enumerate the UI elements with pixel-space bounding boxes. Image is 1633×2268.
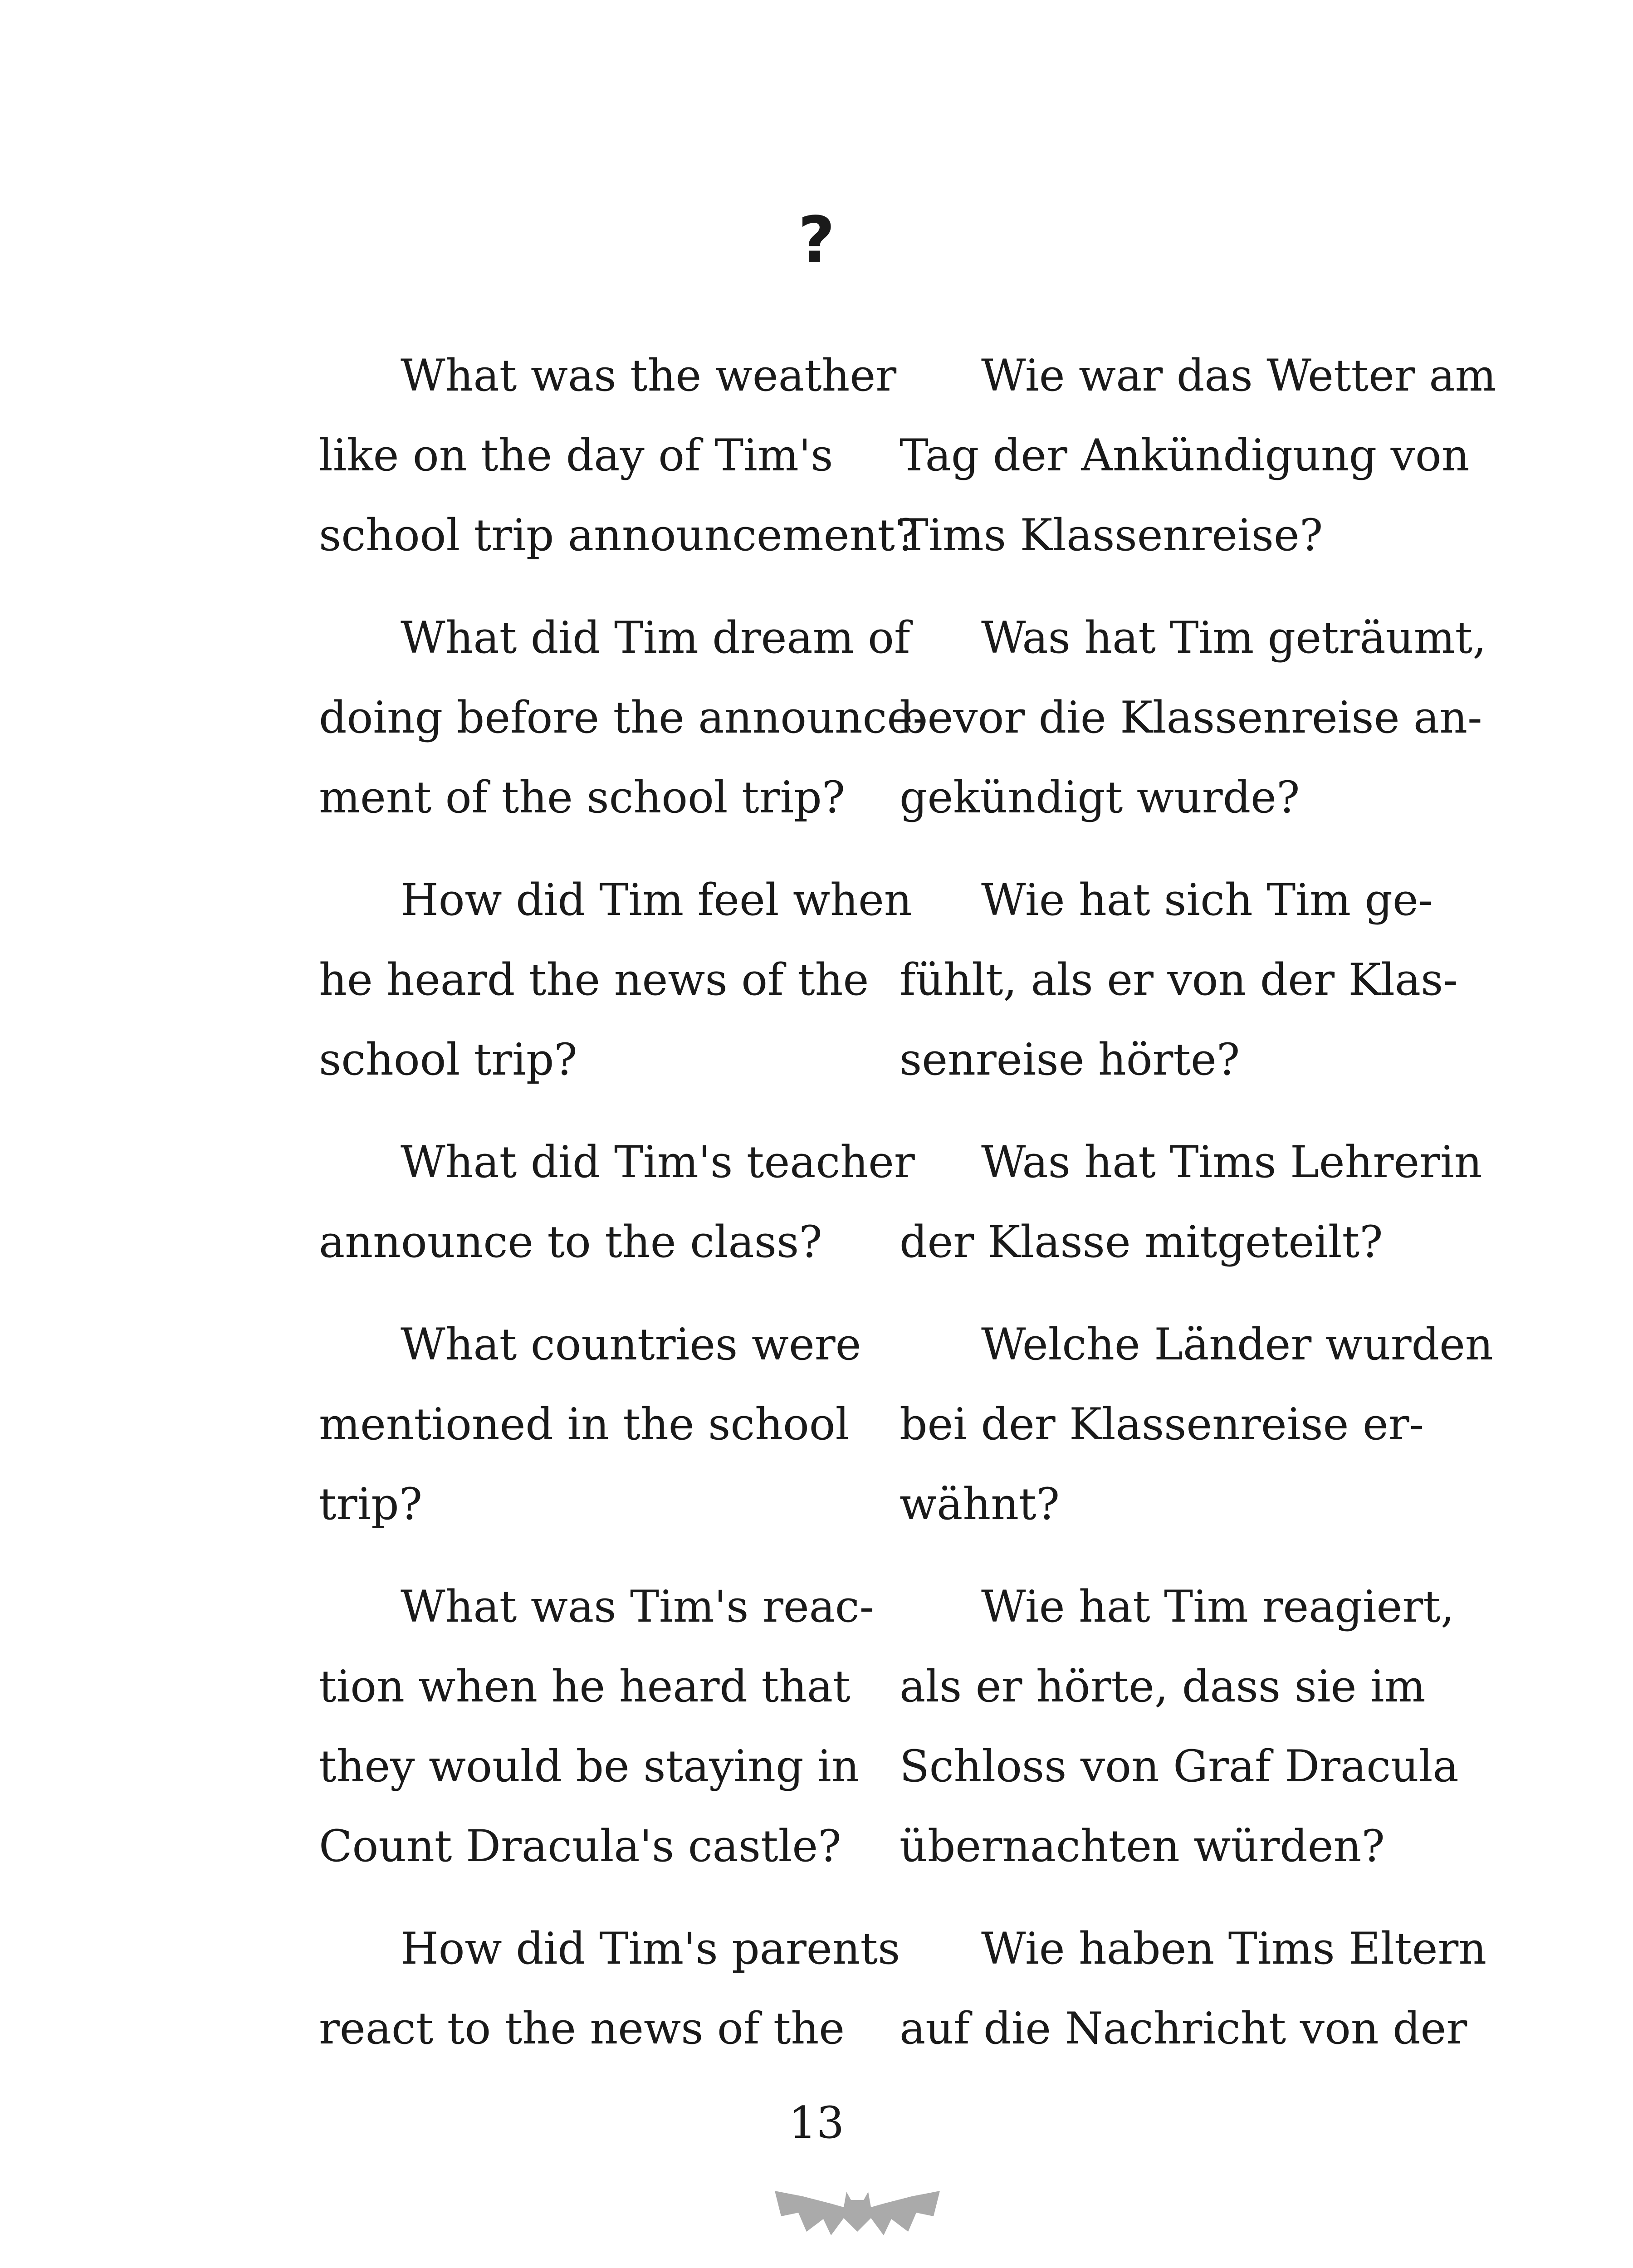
question-en-2 xyxy=(319,598,928,837)
question-line: How did Tim feel when xyxy=(401,875,912,925)
question-de-7 xyxy=(900,1909,1487,2068)
german-column xyxy=(900,336,1496,2068)
page-number: 13 xyxy=(788,2097,845,2148)
question-line: react to the news of the xyxy=(319,2003,845,2054)
question-line: gekündigt wurde? xyxy=(900,772,1300,823)
question-line: Count Dracula's castle? xyxy=(319,1821,841,1872)
paragraph-gap xyxy=(900,575,1444,598)
paragraph-gap xyxy=(319,1886,859,1909)
question-line: What did Tim dream of xyxy=(401,612,910,663)
question-line: Schloss von Graf Dracula xyxy=(900,1741,1459,1792)
question-line: wähnt? xyxy=(900,1479,1060,1530)
question-de-3 xyxy=(900,860,1458,1100)
question-line: ment of the school trip? xyxy=(319,772,846,823)
paragraph-gap xyxy=(319,575,859,598)
paragraph-gap xyxy=(319,1544,859,1567)
question-line: Tag der Ankündigung von xyxy=(900,430,1470,481)
question-line: How did Tim's parents xyxy=(401,1923,900,1974)
question-line: What did Tim's teacher xyxy=(401,1137,915,1188)
question-line: What was Tim's reac- xyxy=(401,1581,875,1632)
question-line: Wie haben Tims Eltern xyxy=(981,1923,1487,1974)
question-line: Was hat Tims Lehrerin xyxy=(981,1137,1482,1188)
bat-icon xyxy=(771,2164,944,2250)
question-line: Was hat Tim geträumt, xyxy=(981,612,1486,663)
question-line: fühlt, als er von der Klas- xyxy=(900,954,1458,1005)
question-line: auf die Nachricht von der xyxy=(900,2003,1467,2054)
question-line: der Klasse mitgeteilt? xyxy=(900,1217,1383,1267)
question-line: senreise hörte? xyxy=(900,1034,1240,1085)
question-line: bevor die Klassenreise an- xyxy=(900,692,1482,743)
question-line: they would be staying in xyxy=(319,1741,860,1792)
question-line: doing before the announce- xyxy=(319,692,928,743)
question-line: he heard the news of the xyxy=(319,954,869,1005)
paragraph-gap xyxy=(900,1886,1444,1909)
english-column xyxy=(319,336,928,2068)
question-line: bei der Klassenreise er- xyxy=(900,1399,1424,1450)
question-line: like on the day of Tim's xyxy=(319,430,833,481)
question-line: What countries were xyxy=(401,1319,861,1370)
page-heading: ? xyxy=(798,203,835,277)
question-en-1 xyxy=(319,336,919,575)
paragraph-gap xyxy=(900,1544,1444,1567)
paragraph-gap xyxy=(319,837,859,860)
paragraph-gap xyxy=(900,1100,1444,1122)
question-line: übernachten würden? xyxy=(900,1821,1385,1872)
question-line: Wie war das Wetter am xyxy=(981,350,1496,401)
question-en-6 xyxy=(319,1567,875,1886)
question-line: Tims Klassenreise? xyxy=(900,510,1323,561)
paragraph-gap xyxy=(319,1282,859,1305)
question-line: Welche Länder wurden xyxy=(981,1319,1493,1370)
question-line: announce to the class? xyxy=(319,1217,822,1267)
question-de-6 xyxy=(900,1567,1459,1886)
question-line: trip? xyxy=(319,1479,423,1530)
question-line: Wie hat Tim reagiert, xyxy=(981,1581,1455,1632)
question-line: school trip? xyxy=(319,1034,577,1085)
question-de-5 xyxy=(900,1305,1493,1544)
question-line: tion when he heard that xyxy=(319,1661,851,1712)
question-en-7 xyxy=(319,1909,900,2068)
question-line: school trip announcement? xyxy=(319,510,919,561)
paragraph-gap xyxy=(319,1100,859,1122)
question-de-4 xyxy=(900,1122,1482,1282)
paragraph-gap xyxy=(900,1282,1444,1305)
question-de-1 xyxy=(900,336,1496,575)
question-de-2 xyxy=(900,598,1486,837)
paragraph-gap xyxy=(900,837,1444,860)
question-line: What was the weather xyxy=(401,350,897,401)
question-en-5 xyxy=(319,1305,859,1544)
question-en-3 xyxy=(319,860,912,1100)
question-line: als er hörte, dass sie im xyxy=(900,1661,1426,1712)
question-en-4 xyxy=(319,1122,915,1282)
question-line: Wie hat sich Tim ge- xyxy=(981,875,1433,925)
question-line: mentioned in the school xyxy=(319,1399,850,1450)
